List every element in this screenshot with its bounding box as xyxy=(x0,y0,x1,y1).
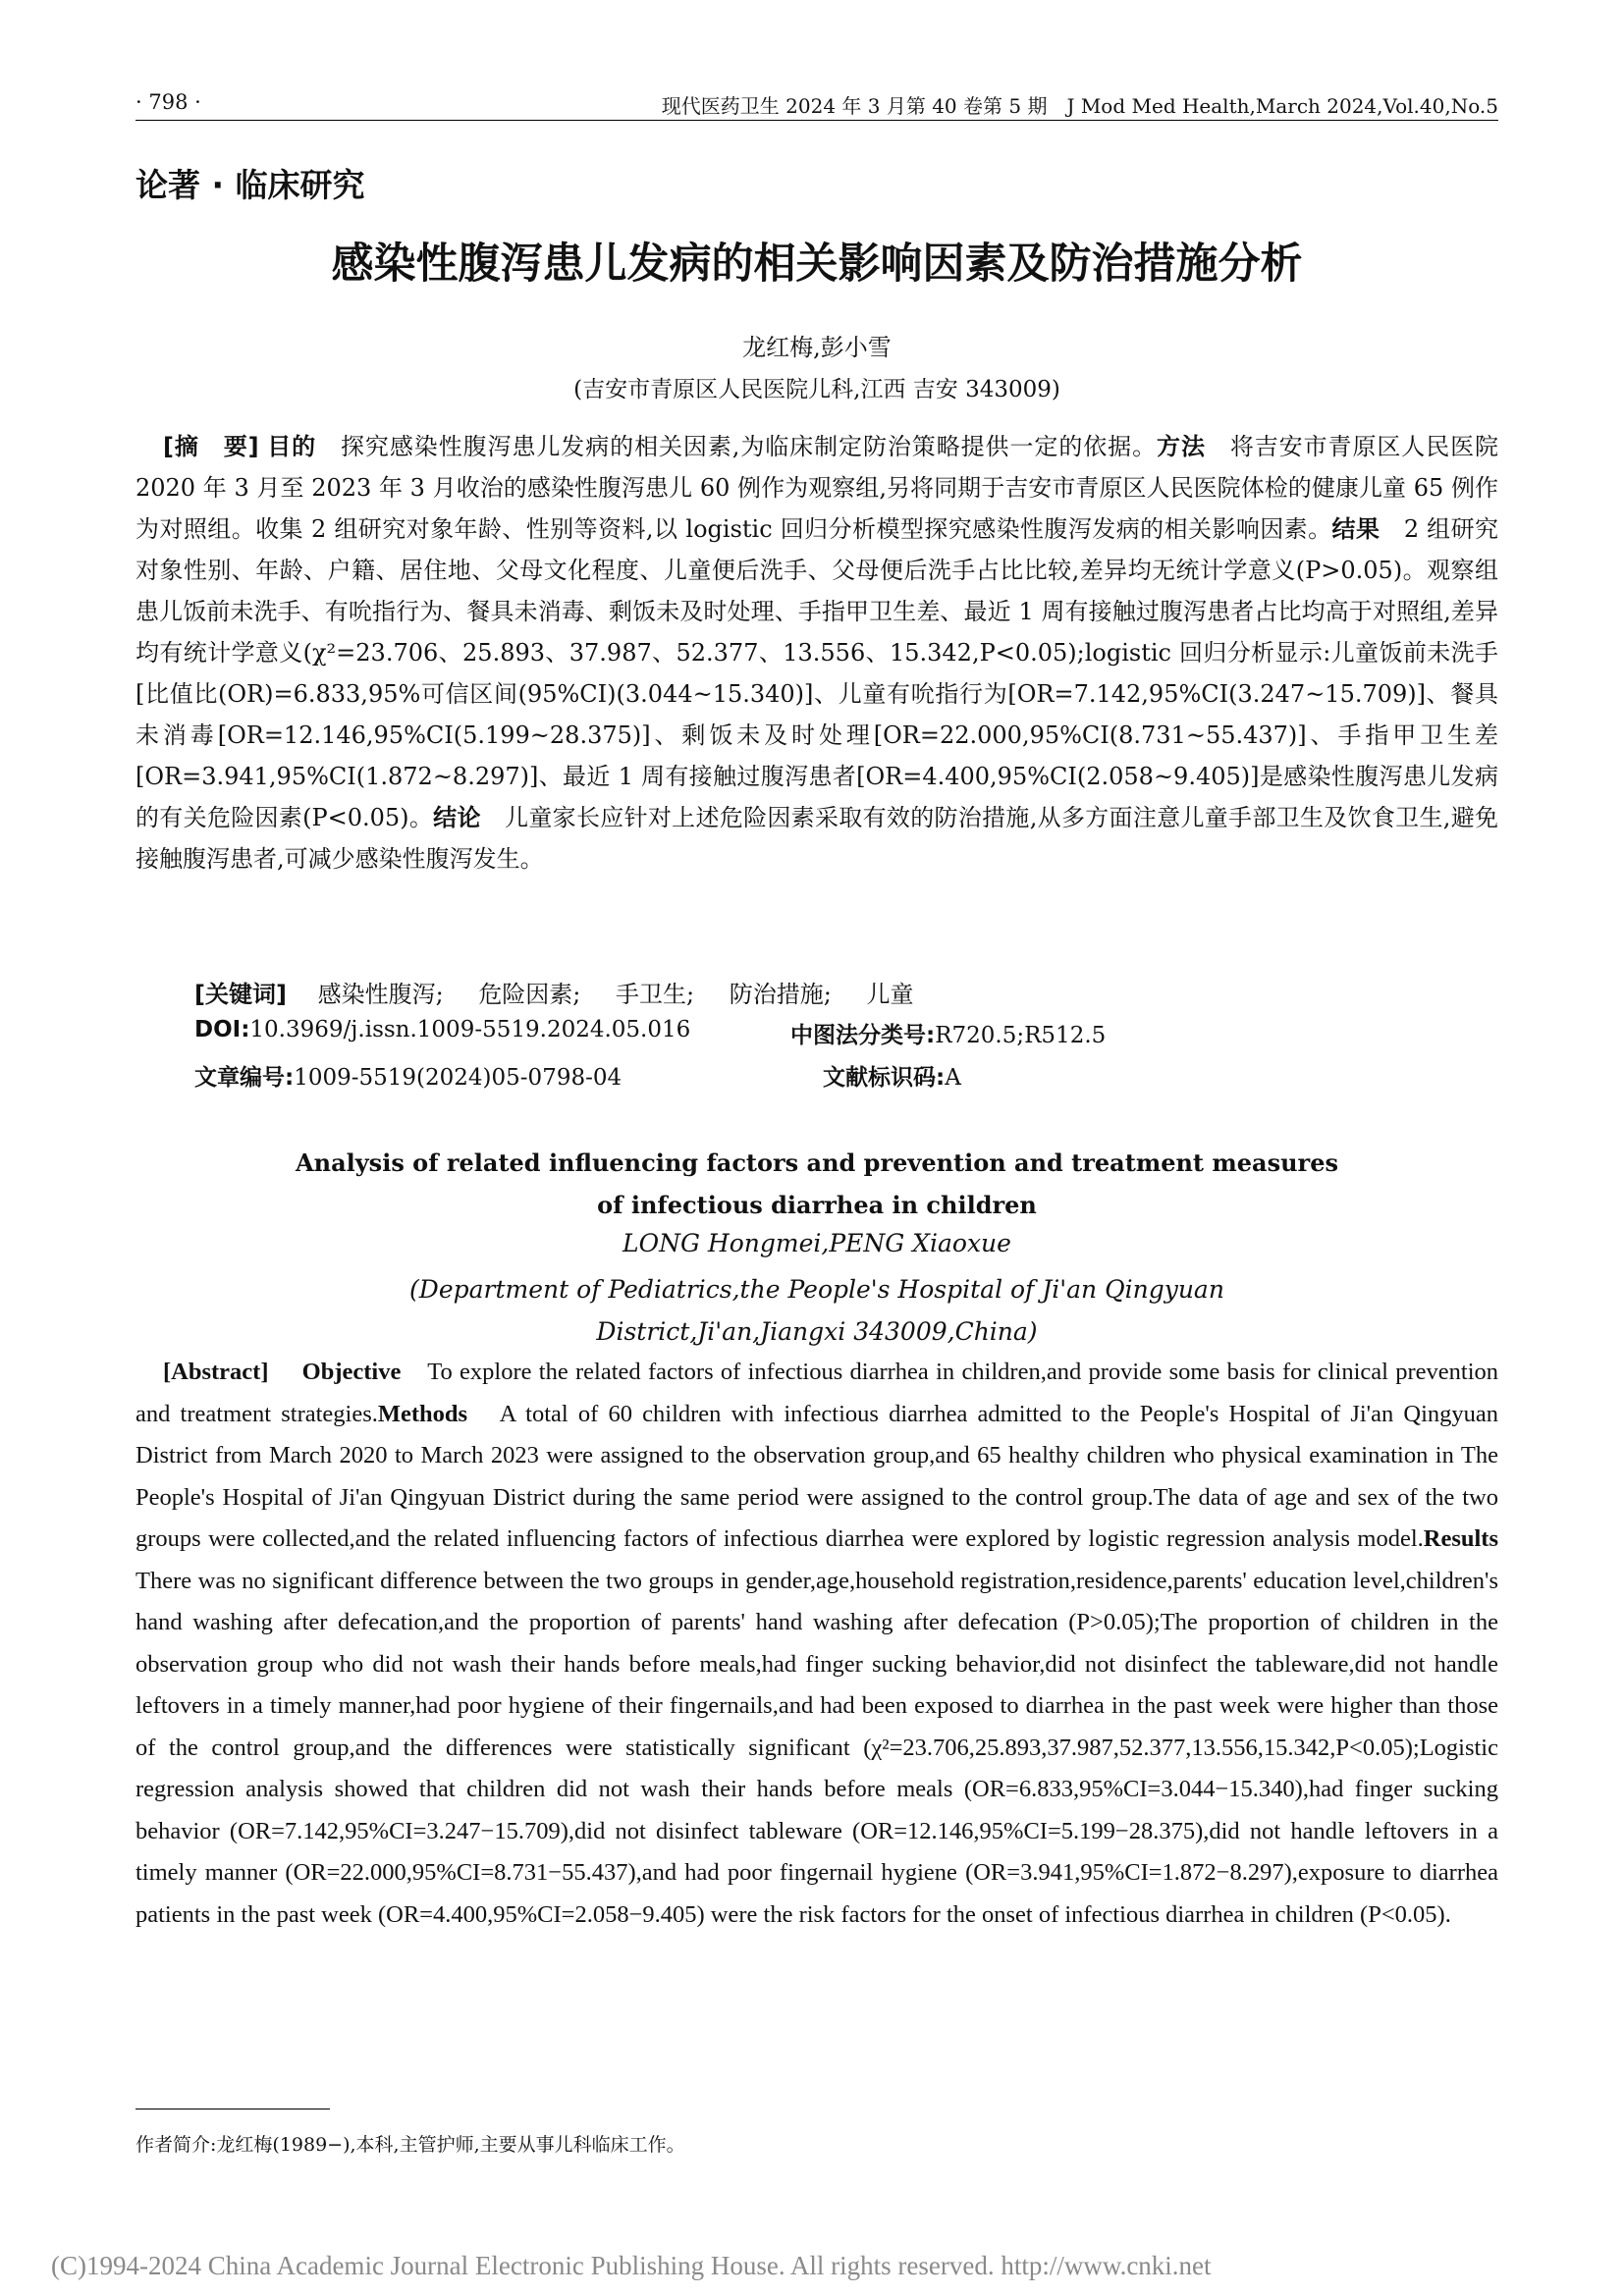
methods-label: 方法 xyxy=(1157,433,1206,460)
keyword-item: 感染性腹泻; xyxy=(317,981,444,1008)
keywords xyxy=(194,975,942,1009)
english-affiliation-line: (Department of Pediatrics,the People's Hospital of Ji'an Qingyuan xyxy=(409,1275,1224,1304)
affiliation: (吉安市青原区人民医院儿科,江西 吉安 343009) xyxy=(573,377,1060,402)
article-no-value: 1009-5519(2024)05-0798-04 xyxy=(294,1065,623,1091)
conclusion-text: 儿童家长应针对上述危险因素采取有效的防治措施,从多方面注意儿童手部卫生及饮食卫生,避免接触腹泻患者,可减少感染性腹泻发生。 xyxy=(135,804,1499,873)
results-en-text: There was no significant difference between the two groups in gender,age,household registration,residence,parents' education level,children's hand washing after defecation,and the proportion of parents' hand washing after defecation (P>0.05);The proportion of children in the observation group who did not wash their hands before meals,had finger sucking behavior,did not disinfect the tableware,did not handle leftovers in a timely manner,had poor hygiene of their fingernails,and had been exposed to diarrhea in the past week were higher than those of the control group,and the differences were statistically significant (χ²=23.706,25.893,37.987,52.377,13.556,15.342,P<0.05);Logistic regression analysis showed that children did not wash their hands before meals (OR=6.833,95%CI=3.044−15.340),had finger sucking behavior (OR=7.142,95%CI=3.247−15.709),did not disinfect tableware (OR=12.146,95%CI=5.199−28.375),did not handle leftovers in a timely manner (OR=22.000,95%CI=8.731−55.437),and had poor fingernail hygiene (OR=3.941,95%CI=1.872−8.297),exposure to diarrhea patients in the past week (OR=4.400,95%CI=2.058−9.405) were the risk factors for the onset of infectious diarrhea in children (P<0.05). xyxy=(135,1567,1498,1928)
keyword-item: 手卫生; xyxy=(616,981,695,1008)
abstract-en-label: [Abstract] xyxy=(163,1359,269,1385)
results-en-label: Results xyxy=(1423,1525,1498,1552)
results-label: 结果 xyxy=(1331,515,1380,543)
article-number xyxy=(194,1059,622,1092)
english-title-line: Analysis of related influencing factors and prevention and treatment measures xyxy=(296,1148,1338,1177)
copyright-notice: (C)1994-2024 China Academic Journal Electronic Publishing House. All rights reserved. http://www.cnki.net xyxy=(51,2251,1212,2280)
page-number: · 798 · xyxy=(135,90,201,114)
abstract-cn-body xyxy=(135,426,1498,880)
column-heading: 论著 · 临床研究 xyxy=(135,166,365,204)
results-text: 2 组研究对象性别、年龄、户籍、居住地、父母文化程度、儿童便后洗手、父母便后洗手占比比较,差异均无统计学意义(P>0.05)。观察组患儿饭前未洗手、有吮指行为、餐具未消毒、剩饭未及时处理、手指甲卫生差、最近 1 周有接触过腹泻患者占比均高于对照组,差异均有统计学意义(χ²=23.706、25.893、37.987、52.377、13.556、15.342,P<0.05);logistic 回归分析显示:儿童饭前未洗手[比值比(OR)=6.833,95%可信区间(95%CI)(3.044~15.340)]、儿童有吮指行为[OR=7.142,95%CI(3.247~15.709)]、餐具未消毒[OR=12.146,95%CI(5.199~28.375)]、剩饭未及时处理[OR=22.000,95%CI(8.731~55.437)]、手指甲卫生差[OR=3.941,95%CI(1.872~8.297)]、最近 1 周有接触过腹泻患者[OR=4.400,95%CI(2.058~9.405)]是感染性腹泻患儿发病的有关危险因素(P<0.05)。 xyxy=(135,515,1499,831)
doi-value: 10.3969/j.issn.1009-5519.2024.05.016 xyxy=(249,1017,691,1042)
document-code xyxy=(823,1059,961,1092)
english-title xyxy=(135,1142,1498,1226)
methods-text: 将吉安市青原区人民医院 2020 年 3 月至 2023 年 3 月收治的感染性腹泻患儿 60 例作为观察组,另将同期于吉安市青原区人民医院体检的健康儿童 65 例作为对照组。收集 2 组研究对象年龄、性别等资料,以 logistic 回归分析模型探究感染性腹泻发病的相关影响因素。 xyxy=(135,433,1499,543)
english-authors: LONG Hongmei,PENG Xiaoxue xyxy=(623,1229,1011,1257)
objective-label: 目的 xyxy=(267,433,317,460)
journal-header: 现代医药卫生 2024 年 3 月第 40 卷第 5 期 J Mod Med Health,March 2024,Vol.40,No.5 xyxy=(661,94,1498,118)
article-title: 感染性腹泻患儿发病的相关影响因素及防治措施分析 xyxy=(331,240,1303,289)
english-affiliation xyxy=(135,1268,1498,1353)
abstract-cn xyxy=(135,426,1498,880)
clc-label: 中图法分类号: xyxy=(790,1023,936,1048)
keywords-label: [关键词] xyxy=(194,981,287,1008)
abstract-label: [摘 要] xyxy=(163,433,259,460)
keyword-item: 儿童 xyxy=(866,981,914,1008)
abstract-en xyxy=(135,1352,1498,1936)
conclusion-label: 结论 xyxy=(433,804,481,831)
authors: 龙红梅,彭小雪 xyxy=(742,334,892,361)
objective-en-text: To explore the related factors of infectious diarrhea in children,and provide some basis for clinical prevention and treatment strategies. xyxy=(135,1359,1499,1427)
methods-en-text: A total of 60 children with infectious diarrhea admitted to the People's Hospital of Ji'an Qingyuan District from March 2020 to March 2023 were assigned to the observation group,and 65 healthy children who physical examination in The People's Hospital of Ji'an Qingyuan District during the same period were assigned to the control group.The data of age and sex of the two groups were collected,and the related influencing factors of infectious diarrhea were explored by logistic regression analysis model. xyxy=(135,1400,1498,1552)
doi xyxy=(194,1017,690,1042)
article-no-label: 文章编号: xyxy=(194,1065,295,1091)
author-footnote: 作者简介:龙红梅(1989−),本科,主管护师,主要从事儿科临床工作。 xyxy=(135,2134,685,2156)
clc-value: R720.5;R512.5 xyxy=(935,1023,1107,1048)
clc-number xyxy=(790,1017,1106,1049)
keyword-item: 危险因素; xyxy=(478,981,581,1008)
methods-en-label: Methods xyxy=(377,1400,468,1427)
english-affiliation-line: District,Ji'an,Jiangxi 343009,China) xyxy=(596,1317,1038,1346)
english-title-line: of infectious diarrhea in children xyxy=(597,1191,1037,1219)
keyword-item: 防治措施; xyxy=(729,981,832,1008)
objective-text: 探究感染性腹泻患儿发病的相关因素,为临床制定防治策略提供一定的依据。 xyxy=(341,433,1158,460)
doc-code-value: A xyxy=(945,1065,961,1091)
doc-code-label: 文献标识码: xyxy=(823,1065,946,1091)
abstract-en-body xyxy=(135,1352,1498,1936)
doi-label: DOI: xyxy=(194,1017,250,1042)
objective-en-label: Objective xyxy=(301,1359,402,1385)
header-rule xyxy=(135,120,1498,121)
